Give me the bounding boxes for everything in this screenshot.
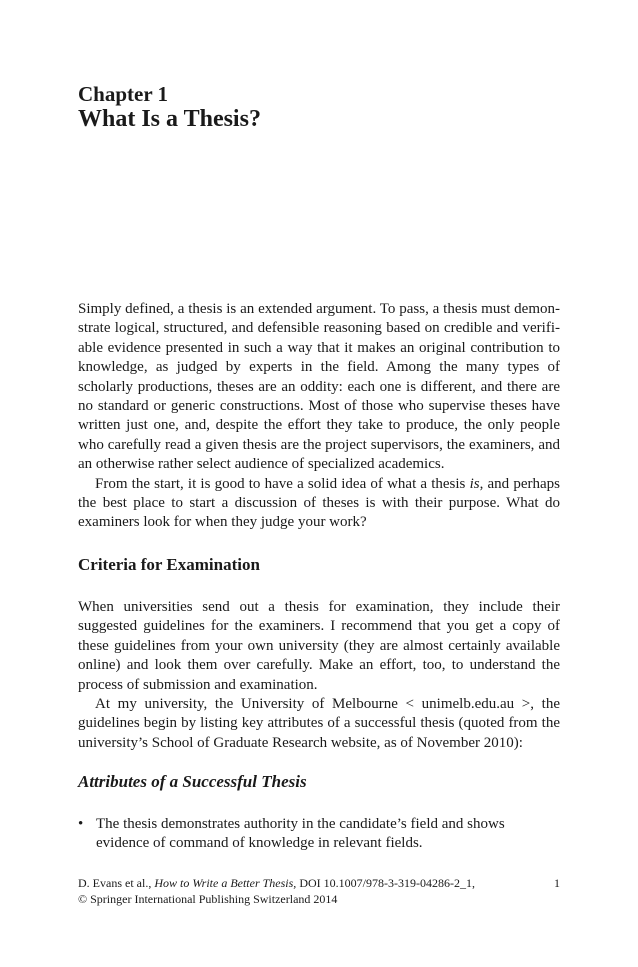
attributes-list — [78, 815, 560, 854]
page-number: 1 — [554, 876, 560, 890]
intro-paragraph-2-emphasis: is — [469, 475, 480, 492]
criteria-section — [78, 598, 560, 753]
footer-doi: DOI 10.1007/978-3-319-04286-2_1, — [296, 876, 475, 890]
intro-paragraph-2-end: , and perhaps the best place to start a discussion of theses is with their purpose. What do examiners look for when they judge your work? — [78, 475, 560, 531]
criteria-paragraph-1: When universities send out a thesis for examination, they include their suggested guidelines for the examiners. I recommend that you get a copy of these guidelines from your own university (they are almost certainly available online) and look them over carefully. Make an effort, too, to understand the process of submission and examination. — [78, 599, 560, 693]
footer-copyright: © Springer International Publishing Switzerland 2014 — [78, 892, 338, 906]
footer-citation — [78, 875, 560, 891]
criteria-paragraph-2: At my university, the University of Melbourne < unimelb.edu.au >, the guidelines begin by listing key attributes of a successful thesis (quoted from the university’s School of Graduate Research website, as of November 2010): — [78, 696, 560, 751]
chapter-label: Chapter 1 — [78, 82, 169, 106]
subsection-heading-attributes: Attributes of a Successful Thesis — [78, 772, 307, 791]
list-item — [78, 815, 560, 854]
intro-paragraph-2-start: From the start, it is good to have a solid idea of what a thesis — [95, 475, 470, 492]
list-item-text: The thesis demonstrates authority in the candidate’s field and shows evidence of command of knowledge in relevant fields. — [96, 816, 505, 852]
page-footer — [78, 875, 560, 907]
chapter-title: What Is a Thesis? — [78, 106, 261, 132]
intro-section — [78, 300, 560, 533]
intro-paragraph-2 — [78, 475, 560, 533]
footer-authors: D. Evans et al., — [78, 876, 155, 890]
bullet-icon: • — [78, 816, 84, 832]
footer-book-title: How to Write a Better Thesis, — [154, 876, 297, 890]
intro-paragraph-1: Simply defined, a thesis is an extended argument. To pass, a thesis must demonstrate logical, structured, and defensible reasoning based on credible and verifiable evidence presented in such a way that it makes an original contribution to knowledge, as judged by experts in the field. Among the many types of scholarly productions, theses are an oddity: each one is different, and there are no standard or generic constructions. Most of those who supervise theses have written just one, and, despite the effort they take to produce, the only people who carefully read a given thesis are the project supervisors, the examiners, and an otherwise rather select audience of specialized academics. — [78, 301, 560, 473]
section-heading-criteria: Criteria for Examination — [78, 555, 260, 574]
